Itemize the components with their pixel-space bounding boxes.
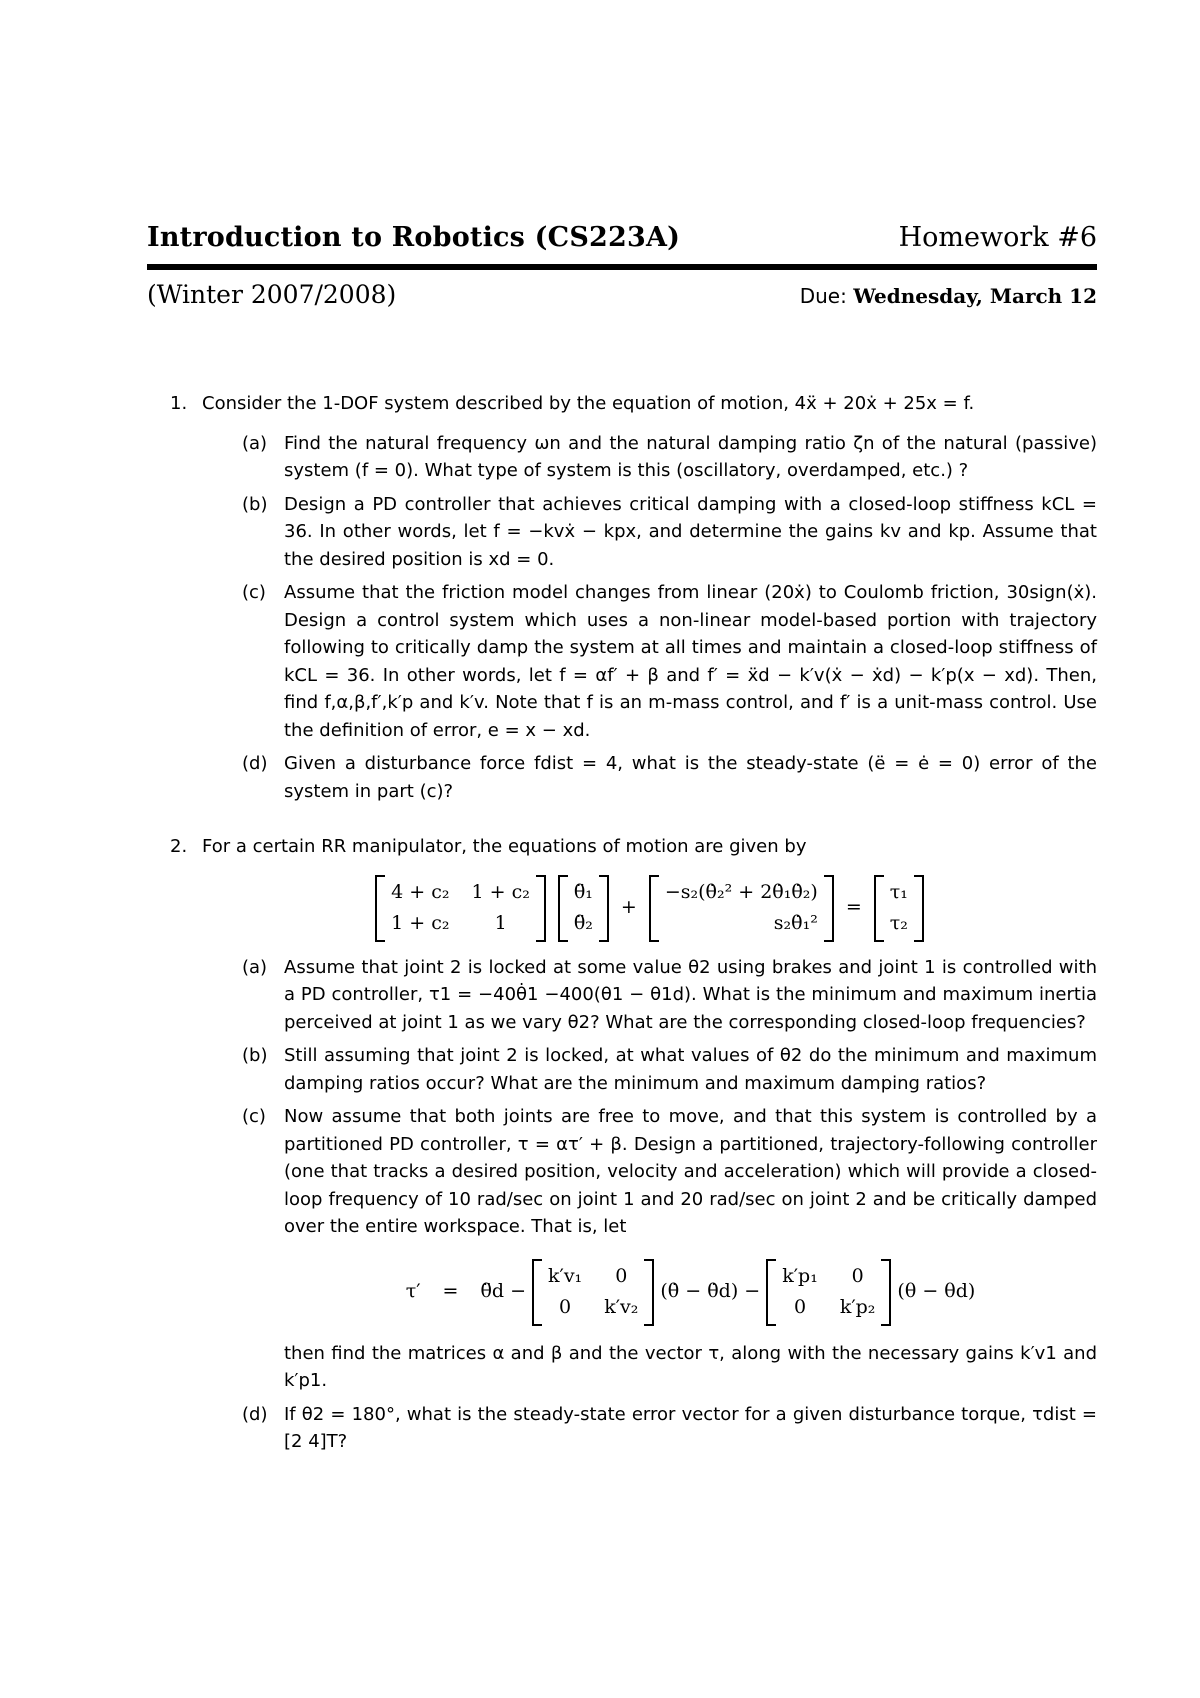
control-law-equation (284, 1259, 1097, 1326)
matrix-entry: 0 (793, 1296, 807, 1318)
vector-entry: s₂θ̇₁² (773, 912, 818, 934)
matrix-entry: k′p₁ (782, 1264, 818, 1287)
problem-part (242, 1401, 1097, 1456)
problem-part (242, 430, 1097, 485)
document-body (170, 390, 1097, 1462)
problem-intro: Consider the 1-DOF system described by the equation of motion, 4ẍ + 20ẋ + 25x = f. (202, 393, 975, 414)
part-text: Now assume that both joints are free to move, and that this system is controlled by a partitioned PD controller, τ = ατ′ + β. Design a partitioned, trajectory-following controller (one that tracks a desired position, velocity and acceleration) which will provide a closed-loop frequency of 10 rad/sec on joint 1 and 20 rad/sec on joint 2 and be critically damped over the entire workspace. That is, let (284, 1106, 1097, 1237)
equals-sign: = (845, 896, 862, 919)
vector-entry: −s₂(θ̇₂² + 2θ̇₁θ̇₂) (664, 880, 818, 903)
part-text: Given a disturbance force fdist = 4, what is the steady-state (ë = ė = 0) error of the system in part (c)? (284, 753, 1097, 802)
course-title: Introduction to Robotics (CS223A) (147, 222, 681, 253)
part-text: Find the natural frequency ωn and the natural damping ratio ζn of the natural (passive) system (f = 0). What type of system is this (oscillatory, overdamped, etc.) ? (284, 432, 1097, 481)
problem-number: 1. (170, 393, 188, 414)
document-header (147, 222, 1097, 309)
matrix-entry: 0 (559, 1296, 572, 1318)
matrix-entry: k′v₂ (604, 1296, 639, 1318)
problem-intro: For a certain RR manipulator, the equations of motion are given by (202, 836, 807, 857)
problem-part (242, 1103, 1097, 1395)
part-text: Design a PD controller that achieves critical damping with a closed-loop stiffness kCL = 36. In other words, let f = −kvẋ − kpx, and determine the gains kv and kp. Assume that the desired position is xd = 0. (284, 493, 1097, 570)
kv-gain-matrix (532, 1259, 654, 1326)
part-text: Still assuming that joint 2 is locked, at what values of θ2 do the minimum and maximum damping ratios occur? What are the minimum and maximum damping ratios? (284, 1045, 1097, 1094)
problem-1 (170, 390, 1097, 811)
coriolis-vector (649, 875, 834, 942)
part-label: (a) (242, 956, 268, 978)
term: (Winter 2007/2008) (147, 280, 397, 309)
acceleration-vector (558, 875, 609, 942)
vector-entry: θ̈₂ (573, 912, 593, 934)
due-label: Due: (799, 284, 847, 308)
vector-entry: τ₂ (889, 912, 908, 934)
equation-of-motion (202, 875, 1097, 942)
problem-2 (170, 833, 1097, 1462)
eq-lhs: τ′ (405, 1280, 421, 1303)
matrix-entry: k′v₁ (548, 1264, 583, 1287)
vector-entry: τ₁ (889, 880, 908, 903)
eq-term: θ̈d − (480, 1280, 526, 1303)
part-text: If θ2 = 180°, what is the steady-state error vector for a given disturbance torque, τdist = [2 4]T? (284, 1403, 1097, 1452)
problem-number: 2. (170, 836, 188, 857)
torque-vector (874, 875, 924, 942)
vector-entry: θ̈₁ (573, 880, 593, 903)
part-c-continuation: then find the matrices α and β and the vector τ, along with the necessary gains k′v1 and k′p1. (284, 1342, 1097, 1391)
eq-sign: = (442, 1280, 459, 1303)
matrix-entry: k′p₂ (839, 1296, 876, 1318)
due-date (800, 284, 1097, 308)
part-text: Assume that the friction model changes from linear (20ẋ) to Coulomb friction, 30sign(ẋ). Design a control system which uses a non-linear model-based portion with trajectory following to critically damp the system at all times and maintain a closed-loop stiffness of kCL = 36. In other words, let f = αf′ + β and f′ = ẍd − k′v(ẋ − ẋd) − k′p(x − xd). Then, find f,α,β,f′,k′p and k′v. Note that f is an m-mass control, and f′ is a unit-mass control. Use the definition of error, e = x − xd. (284, 582, 1097, 741)
part-label: (d) (242, 753, 268, 774)
plus-sign: + (620, 896, 637, 919)
header-rule (147, 264, 1097, 270)
homework-number: Homework #6 (898, 222, 1097, 253)
matrix-entry: 0 (615, 1264, 628, 1287)
matrix-entry: 1 + c₂ (391, 912, 450, 934)
part-label: (b) (242, 1045, 268, 1066)
problem-part (242, 491, 1097, 574)
part-text: Assume that joint 2 is locked at some value θ2 using brakes and joint 1 is controlled with a PD controller, τ1 = −40θ̇1 −400(θ1 − θ1d). What is the minimum and maximum inertia perceived at joint 1 as we vary θ2? What are the corresponding closed-loop frequencies? (284, 956, 1097, 1033)
problem-part (242, 750, 1097, 805)
due-date-value: Wednesday, March 12 (853, 284, 1097, 308)
eq-term: (θ − θd) (897, 1280, 976, 1303)
matrix-entry: 1 (494, 912, 507, 934)
part-label: (a) (242, 432, 268, 454)
part-label: (c) (242, 582, 266, 603)
eq-term: (θ̇ − θ̇d) − (660, 1280, 761, 1303)
matrix-entry: 1 + c₂ (471, 880, 530, 903)
part-label: (b) (242, 493, 268, 515)
matrix-entry: 0 (851, 1264, 864, 1287)
problem-part (242, 954, 1097, 1037)
matrix-entry: 4 + c₂ (391, 880, 450, 903)
problem-part (242, 1042, 1097, 1097)
kp-gain-matrix (766, 1259, 891, 1326)
part-label: (d) (242, 1403, 268, 1425)
part-label: (c) (242, 1106, 266, 1127)
problem-part (242, 579, 1097, 744)
mass-matrix (375, 875, 546, 942)
